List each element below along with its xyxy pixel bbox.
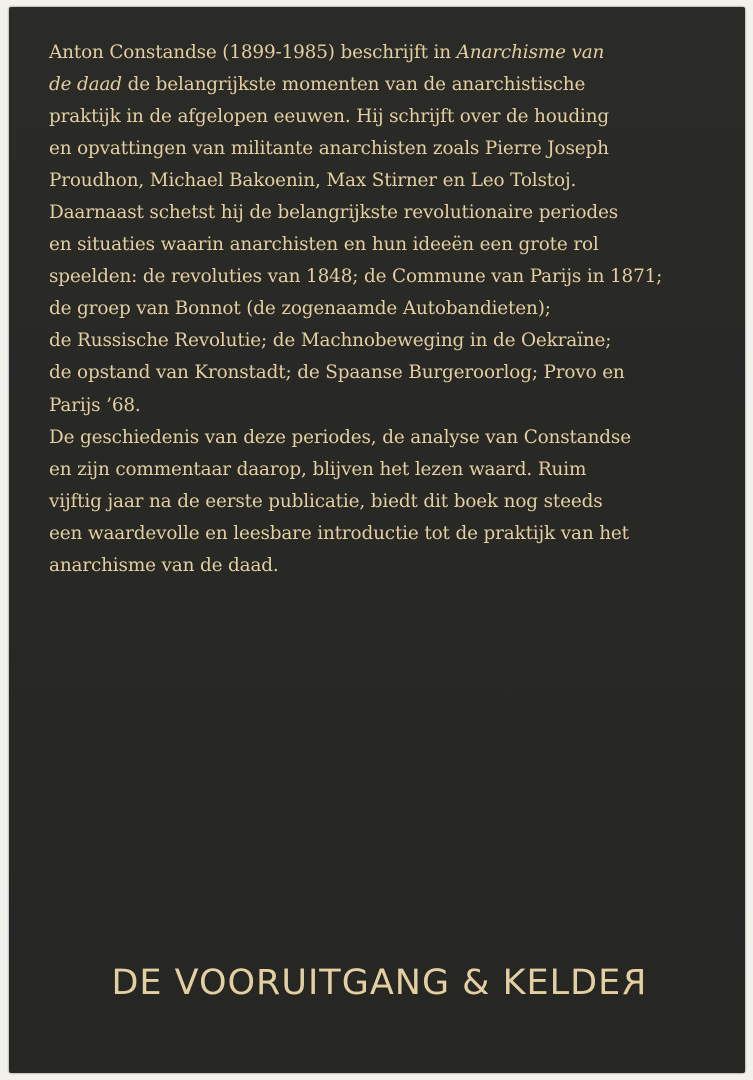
blurb-line-3: praktijk in de afgelopen eeuwen. Hij schrijft over de houding bbox=[49, 106, 610, 128]
blurb-line-2 bbox=[49, 69, 709, 101]
blurb-line-17: anarchisme van de daad. bbox=[49, 554, 279, 576]
blurb-line-1 bbox=[49, 37, 709, 69]
blurb-line-1-text: Anton Constandse (1899-1985) beschrijft in bbox=[49, 42, 457, 63]
blurb-line-12: Parijs ’68. bbox=[49, 394, 141, 416]
book-title-italic-cont: de daad bbox=[49, 74, 122, 96]
publisher-mirrored-letter: R bbox=[621, 963, 647, 1003]
blurb-line-6: Daarnaast schetst hij de belangrijkste revolutionaire periodes bbox=[49, 202, 619, 224]
blurb-text bbox=[49, 37, 709, 582]
blurb-line-14: en zijn commentaar daarop, blijven het lezen waard. Ruim bbox=[49, 458, 587, 480]
publisher-name: DE VOORUITGANG & KELDE bbox=[111, 963, 622, 1003]
blurb-line-4: en opvattingen van militante anarchisten zoals Pierre Joseph bbox=[49, 138, 609, 160]
blurb-line-16: een waardevolle en leesbare introductie tot de praktijk van het bbox=[49, 522, 629, 544]
blurb-line-7: en situaties waarin anarchisten en hun ideeën een grote rol bbox=[49, 234, 599, 256]
blurb-line-15: vijftig jaar na de eerste publicatie, biedt dit boek nog steeds bbox=[49, 490, 603, 512]
blurb-line-10: de Russische Revolutie; de Machnobeweging in de Oekraïne; bbox=[49, 330, 612, 352]
dark-cover-panel bbox=[9, 7, 745, 1073]
blurb-line-2-text: de belangrijkste momenten van de anarchistische bbox=[121, 74, 586, 96]
book-title-italic: Anarchisme van bbox=[456, 42, 605, 63]
blurb-line-5: Proudhon, Michael Bakoenin, Max Stirner en Leo Tolstoj. bbox=[49, 170, 577, 192]
publisher-logo bbox=[29, 963, 729, 1003]
blurb-line-9: de groep van Bonnot (de zogenaamde Autobandieten); bbox=[49, 298, 551, 320]
blurb-line-11: de opstand van Kronstadt; de Spaanse Burgeroorlog; Provo en bbox=[49, 362, 625, 384]
blurb-line-8: speelden: de revoluties van 1848; de Commune van Parijs in 1871; bbox=[49, 266, 663, 288]
blurb-line-13: De geschiedenis van deze periodes, de analyse van Constandse bbox=[49, 426, 631, 448]
